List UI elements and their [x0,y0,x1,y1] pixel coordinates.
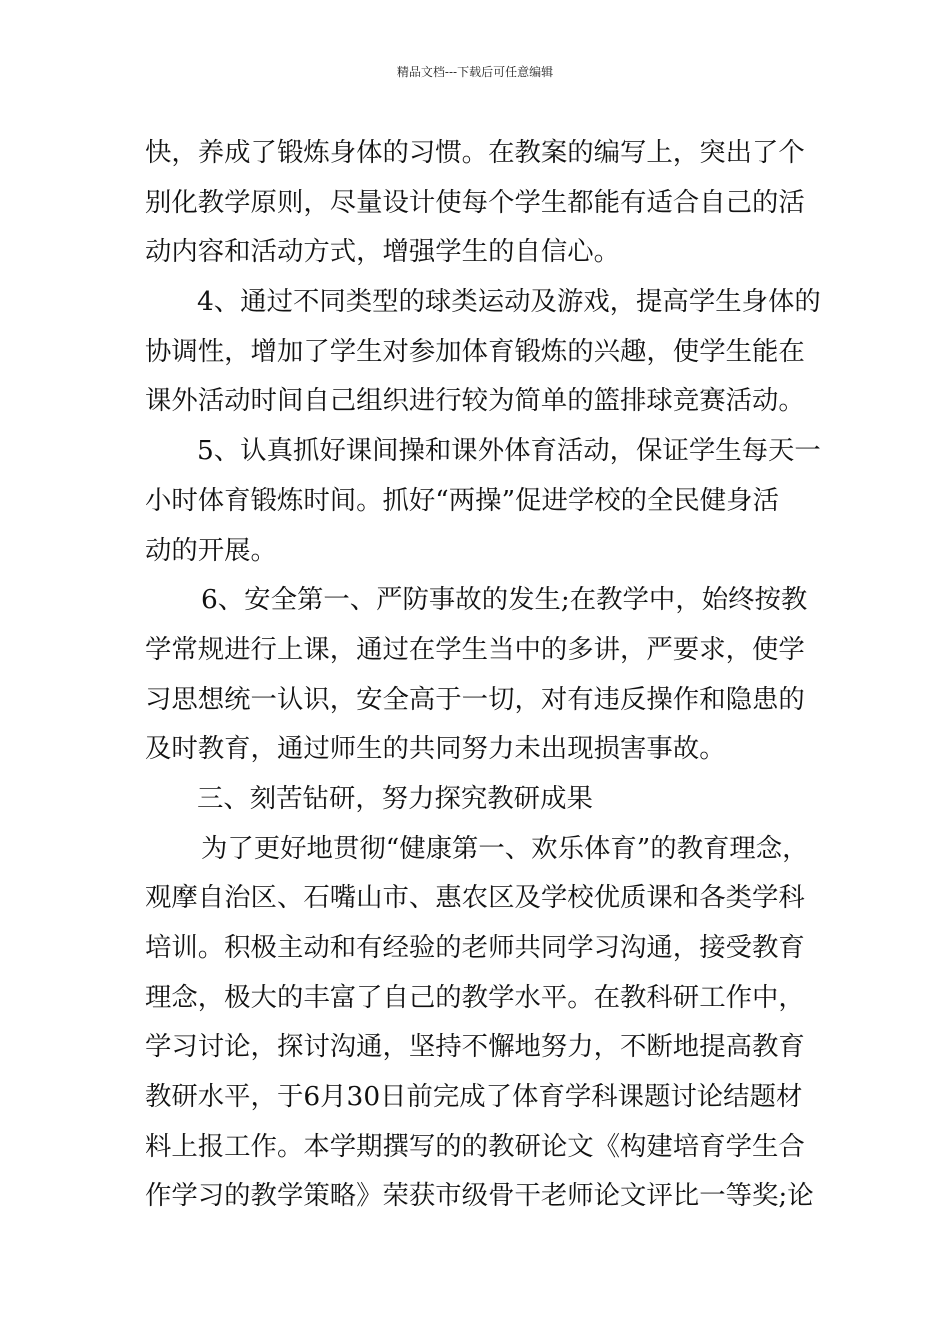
text-line: 理念，极大的丰富了自己的教学水平。在教科研工作中， [145,981,805,1013]
text-line: 作学习的教学策略》荣获市级骨干老师论文评比一等奖;论 [145,1180,814,1212]
text-line: 6、安全第一、严防事故的发生;在教学中，始终按教 [201,584,808,616]
text-line: 教研水平，于6月30日前完成了体育学科课题讨论结题材 [145,1081,803,1113]
text-line: 学常规进行上课，通过在学生当中的多讲，严要求，使学 [145,633,805,665]
text-line: 动内容和活动方式，增强学生的自信心。 [145,236,621,268]
page-header: 精品文档---下载后可任意编辑 [396,65,554,79]
text-line: 为了更好地贯彻“健康第一、欢乐体育”的教育理念， [201,832,809,864]
text-line: 别化教学原则，尽量设计使每个学生都能有适合自己的活 [145,186,805,218]
text-line: 协调性，增加了学生对参加体育锻炼的兴趣，使学生能在 [145,335,805,367]
text-line: 课外活动时间自己组织进行较为简单的篮排球竞赛活动。 [145,385,805,417]
text-line: 快，养成了锻炼身体的习惯。在教案的编写上，突出了个 [145,137,805,168]
text-line: 观摩自治区、石嘴山市、惠农区及学校优质课和各类学科 [145,882,805,914]
text-line: 培训。积极主动和有经验的老师共同学习沟通，接受教育 [145,932,805,963]
text-line: 料上报工作。本学期撰写的的教研论文《构建培育学生合 [145,1130,805,1162]
text-line: 动的开展。 [145,534,277,566]
text-line: 5、认真抓好课间操和课外体育活动，保证学生每天一 [197,435,821,467]
text-line: 4、通过不同类型的球类运动及游戏，提高学生身体的 [197,286,821,318]
text-line: 习思想统一认识，安全高于一切，对有违反操作和隐患的 [145,683,805,715]
section-heading: 三、刻苦钻研，努力探究教研成果 [197,782,593,814]
text-line: 学习讨论，探讨沟通，坚持不懈地努力，不断地提高教育 [145,1031,805,1063]
document-body [145,128,821,1221]
text-line: 小时体育锻炼时间。抓好“两操”促进学校的全民健身活 [145,484,779,516]
text-line: 及时教育，通过师生的共同努力未出现损害事故。 [145,733,726,765]
